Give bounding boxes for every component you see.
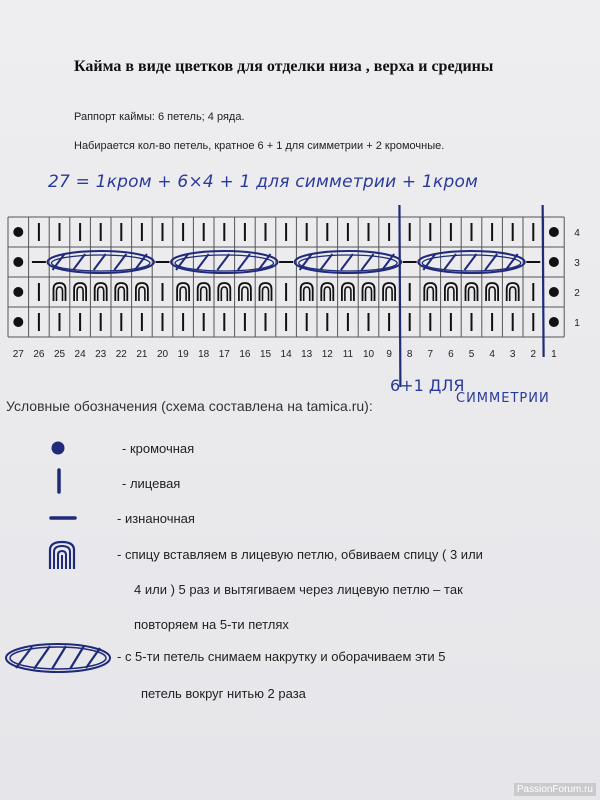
wrap-stitch-mark [424,283,436,301]
column-number: 4 [489,349,495,360]
column-number: 20 [156,349,169,360]
wrap-stitch-mark [95,283,107,301]
wrap-stitch-mark [301,283,313,301]
row-number: 2 [574,288,580,299]
flower-cluster-oval-inner [299,255,397,271]
edge-stitch-mark [13,227,23,237]
wrap-stitch-inner-mark [139,287,145,301]
wrap-stitch-mark [115,283,127,301]
column-number: 15 [259,349,272,360]
wrap-stitch-icon [44,538,80,572]
edge-stitch-mark [549,227,559,237]
wrap-stitch-mark [218,283,230,301]
wrap-stitch-mark [445,283,457,301]
column-number: 1 [551,349,557,360]
wrap-stitch-inner-mark [57,287,63,301]
wrap-stitch-mark [54,283,66,301]
column-number: 19 [177,349,189,360]
flower-cluster-oval-inner [51,255,149,271]
wrap-stitch-inner-mark [448,287,454,301]
wrap-stitch-inner-mark [201,287,207,301]
column-number: 2 [530,349,537,360]
wrap-stitch-inner-mark [427,287,433,301]
repeat-separator-line [399,205,400,387]
column-number: 14 [280,349,292,360]
knit-stitch-icon [52,468,66,494]
wrap-stitch-mark [177,283,189,301]
cluster-stroke-mark [341,254,353,270]
legend-wrap-text-2: 4 или ) 5 раз и вытягиваем через лицевую петлю – так [134,582,463,597]
cluster-stroke-mark [465,254,477,270]
edge-stitch-mark [549,257,559,267]
edge-stitch-mark [13,287,23,297]
wrap-stitch-mark [198,283,210,301]
column-number: 16 [239,349,251,360]
wrap-stitch-inner-mark [304,287,310,301]
wrap-stitch-mark [74,283,86,301]
wrap-stitch-mark [342,283,354,301]
cast-on-text: Набирается кол-во петель, кратное 6 + 1 для симметрии + 2 кромочные. [74,140,445,152]
column-number: 11 [342,349,354,360]
legend-knit-text: - лицевая [122,476,181,491]
cluster-stroke-mark [217,254,229,270]
legend-cluster-text-2: петель вокруг нитью 2 раза [141,686,306,701]
wrap-stitch-inner-mark [324,287,330,301]
column-number: 10 [362,349,375,360]
row-number: 4 [574,228,580,239]
knitting-chart [0,205,600,405]
symmetry-note-line2: СИММЕТРИИ [456,391,550,406]
edge-stitch-icon [48,438,68,458]
column-number: 21 [136,349,148,360]
symmetry-note-line1: 6+1 ДЛЯ [390,376,465,395]
column-number: 13 [301,349,313,360]
wrap-stitch-inner-mark [180,287,186,301]
page-title: Кайма в виде цветков для отделки низа , верха и средины [74,58,494,75]
edge-stitch-mark [13,257,23,267]
column-number: 6 [448,349,454,360]
wrap-stitch-inner-mark [489,287,495,301]
column-number: 17 [218,349,230,360]
legend-purl-text: - изнаночная [117,511,195,526]
edge-stitch-mark [549,287,559,297]
column-number: 23 [95,349,107,360]
legend-title: Условные обозначения (схема составлена на tamica.ru): [6,398,373,414]
column-number: 12 [321,349,333,360]
wrap-stitch-mark [383,283,395,301]
column-number: 26 [33,349,45,360]
wrap-stitch-inner-mark [221,287,227,301]
purl-stitch-icon [48,512,78,524]
legend-wrap-text-3: повторяем на 5-ти петлях [134,617,289,632]
flower-cluster-oval-inner [175,255,273,271]
wrap-stitch-mark [466,283,478,301]
wrap-stitch-mark [363,283,375,301]
wrap-stitch-inner-mark [510,287,516,301]
wrap-stitch-mark [486,283,498,301]
watermark: PassionForum.ru [514,783,596,796]
wrap-stitch-inner-mark [98,287,104,301]
legend-edge-text: - кромочная [122,441,195,456]
column-number: 22 [115,349,127,360]
edge-stitch-mark [13,317,23,327]
column-number: 5 [468,349,475,360]
wrap-stitch-mark [507,283,519,301]
edge-separator-line [543,205,544,357]
legend-cluster-text-1: - с 5-ти петель снимаем накрутку и оборачиваем эти 5 [117,649,446,664]
wrap-stitch-inner-mark [345,287,351,301]
flower-cluster-oval-inner [422,255,520,271]
wrap-stitch-inner-mark [386,287,392,301]
legend-wrap-text-1: - спицу вставляем в лицевую петлю, обвиваем спицу ( 3 или [117,547,483,562]
column-number: 8 [406,349,413,360]
wrap-stitch-inner-mark [469,287,475,301]
column-number: 27 [12,349,24,360]
handwritten-formula: 27 = 1кром + 6×4 + 1 для симметрии + 1кром [48,172,479,192]
wrap-stitch-mark [136,283,148,301]
rapport-text: Раппорт каймы: 6 петель; 4 ряда. [74,111,245,123]
flower-cluster-icon [2,638,114,678]
wrap-stitch-inner-mark [118,287,124,301]
chart-svg [0,205,600,405]
column-number: 24 [74,349,86,360]
cluster-stroke-mark [94,254,106,270]
column-number: 9 [386,349,392,360]
column-number: 18 [198,349,210,360]
column-number: 7 [427,349,434,360]
row-number: 3 [574,258,580,269]
wrap-stitch-mark [260,283,272,301]
wrap-stitch-inner-mark [77,287,83,301]
wrap-stitch-inner-mark [263,287,269,301]
wrap-stitch-inner-mark [242,287,248,301]
column-number: 25 [53,349,66,360]
wrap-stitch-mark [321,283,333,301]
wrap-stitch-mark [239,283,251,301]
column-number: 3 [509,349,516,360]
edge-stitch-mark [549,317,559,327]
row-number: 1 [574,318,580,329]
wrap-stitch-inner-mark [366,287,372,301]
